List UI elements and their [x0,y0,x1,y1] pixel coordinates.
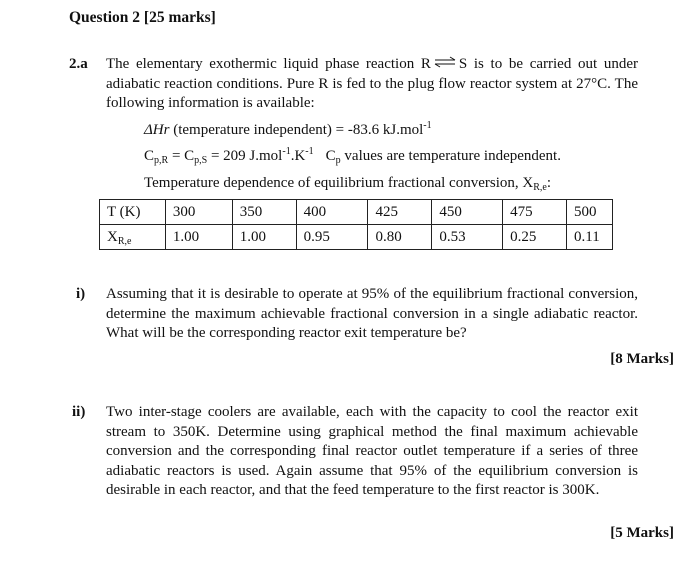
eq-sub: R,e [533,182,547,193]
dhr-symbol: ΔHr [144,122,170,138]
part-i-number: i) [76,286,86,302]
table-cell: 300 [165,200,232,225]
intro-before-reaction: The elementary exothermic liquid phase reaction R [106,56,431,73]
cp-sub2: p,S [194,155,208,166]
eq-colon: : [546,175,551,191]
table-cell: 0.80 [368,225,432,250]
cp-c1: C [144,148,155,164]
question-title: Question 2 [25 marks] [69,9,216,26]
table-header-conversion [100,225,166,250]
dhr-text: (temperature independent) = -83.6 kJ.mol [169,122,424,138]
table-cell: 0.11 [567,225,613,250]
part-ii-number: ii) [72,404,86,420]
equilibrium-arrows-icon [434,55,456,75]
cp-note-sub: p [335,155,341,166]
eq-line [144,174,551,194]
cp-exp1: -1 [282,146,291,157]
eq-text: Temperature dependence of equilibrium fractional conversion, X [144,175,534,191]
table-cell: 0.25 [503,225,567,250]
conversion-x: X [107,228,118,245]
conversion-sub: R,e [117,235,132,247]
dhr-line [144,121,432,141]
table-cell: 0.53 [432,225,503,250]
part-i-text: Assuming that it is desirable to operate at 95% of the equilibrium fractional conversion, determine the maximum achievable fractional conversion in a single adiabatic reactor. What will be the corresponding reactor exit temperature be? [106,286,638,341]
part-a-intro [106,55,638,114]
part-ii-text: Two inter-stage coolers are available, each with the capacity to cool the reactor exit stream to 350K. Determine using graphical method the final maximum achievable conversion and the corresponding final reactor outlet temperature if a series of three adiabatic reactors is used. Again assume that 95% of the equilibrium conversion is desirable in each reactor, and that the feed temperature to the first reactor is 300K. [106,404,638,498]
part-ii-marks: [5 Marks] [610,525,674,541]
cp-exp2: -1 [305,146,314,157]
cp-note-text: values are temperature independent. [340,148,561,164]
table-cell: 400 [296,200,368,225]
cp-eq1: = C [168,148,195,164]
table-cell: 350 [232,200,296,225]
table-cell: 425 [368,200,432,225]
table-row-conversion [100,225,613,250]
table-cell: 1.00 [232,225,296,250]
table-cell: 450 [432,200,503,225]
table-header-temperature: T (K) [100,200,166,225]
table-cell: 0.95 [296,225,368,250]
part-i-marks: [8 Marks] [610,351,674,367]
table-cell: 500 [567,200,613,225]
cp-value: = 209 J.mol [207,148,283,164]
table-cell: 475 [503,200,567,225]
part-a-number: 2.a [69,56,88,72]
equilibrium-table [99,199,613,250]
cp-unit-k: .K [290,148,306,164]
table-row-temperature [100,200,613,225]
intro-after-reaction: S is to be carried out under adiabatic reaction conditions. Pure R is fed to the plug flow reactor system at 27°C. The following information is available: [106,56,638,112]
dhr-exponent: -1 [423,120,432,131]
table-cell: 1.00 [165,225,232,250]
cp-note-c: C [325,148,336,164]
cp-line [144,147,561,167]
cp-sub1: p,R [154,155,169,166]
